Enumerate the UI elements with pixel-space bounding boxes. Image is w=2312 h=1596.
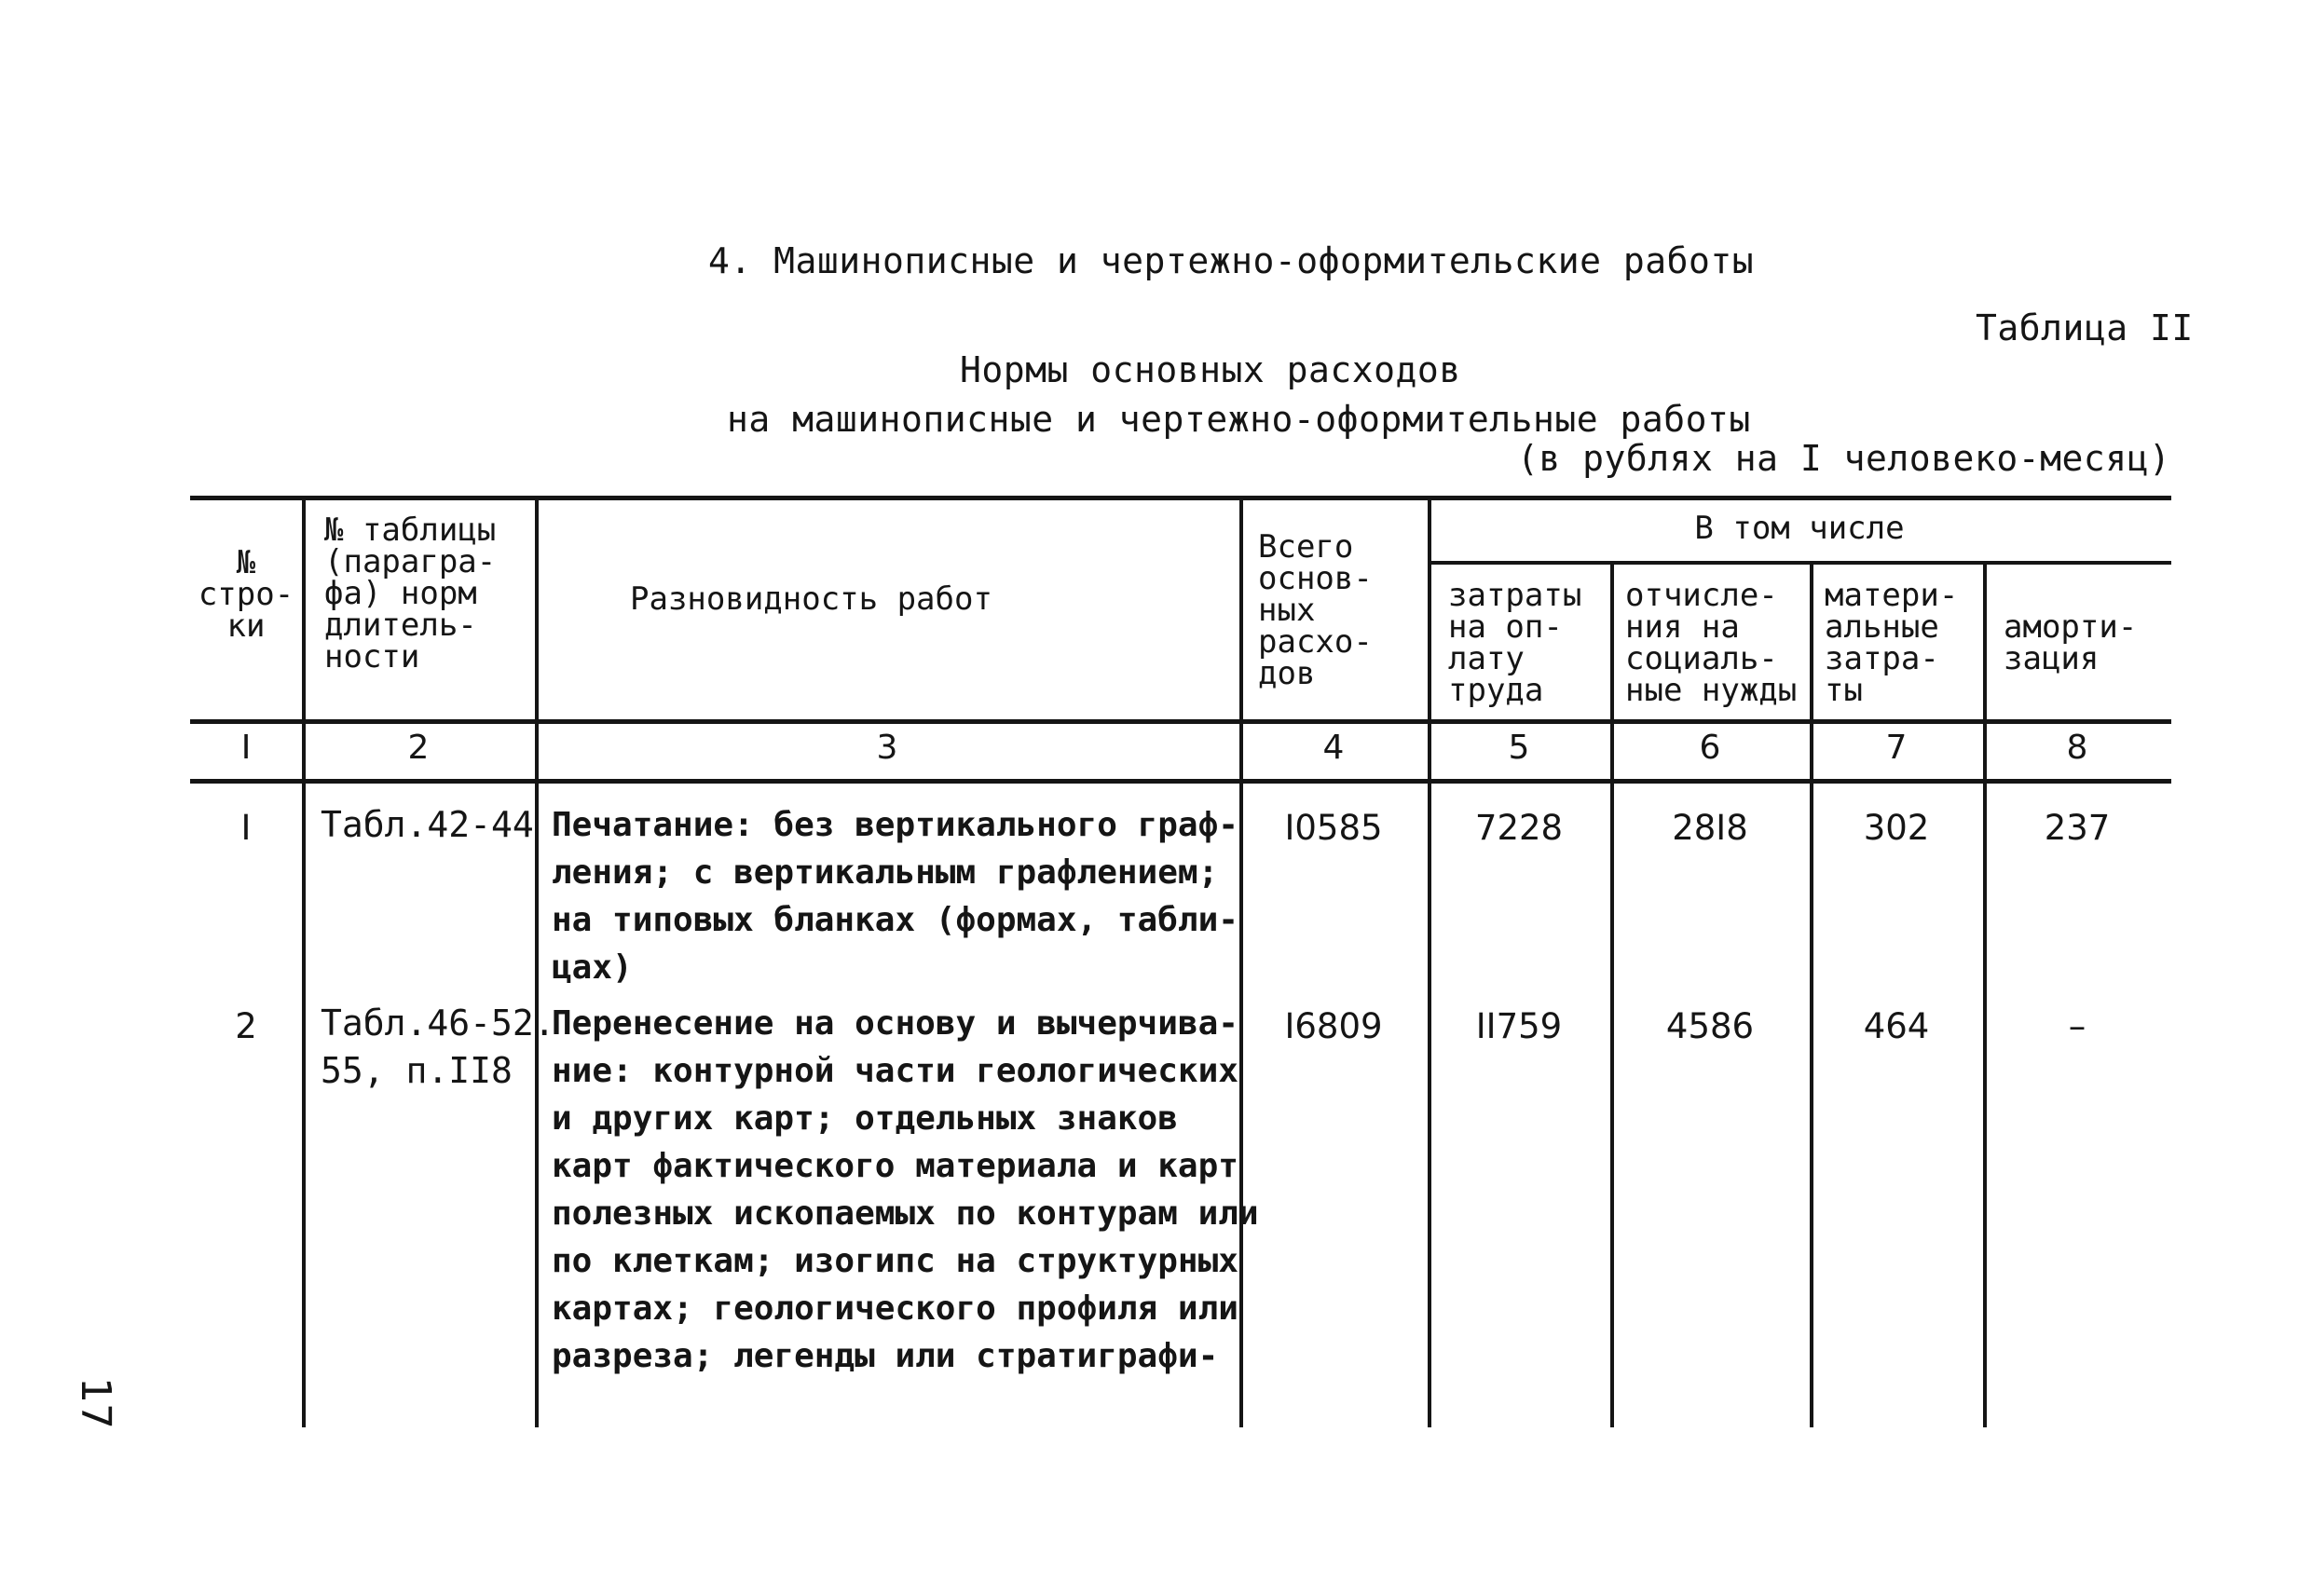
col-divider-5 bbox=[1610, 563, 1614, 1427]
row-1-table-reference: Табл.42-44 bbox=[321, 804, 534, 845]
col-divider-1 bbox=[302, 496, 306, 1427]
column-number-1: I bbox=[240, 729, 252, 767]
group-header-rule bbox=[1428, 561, 2171, 565]
header-social-deductions: отчисле- ния на социаль- ные нужды bbox=[1625, 577, 1798, 709]
row-2-number: 2 bbox=[235, 1006, 257, 1046]
column-number-2: 2 bbox=[407, 729, 430, 767]
table-caption-line2: на машинописные и чертежно-оформительные работы bbox=[727, 399, 1751, 440]
row-1-work-description: Печатание: без вертикального граф- ления; с вертикальным графлением; на типовых бланках (формах, табли- цах) bbox=[552, 806, 1238, 987]
row-2-work-description: Перенесение на основу и вычерчива- ние: контурной части геологических и других карт; отдельных знаков карт фактического материала и карт полезных ископаемых по контурам или по клеткам; изогипс на структурных картах; геологического профиля или разреза; легенды или стратиграфи- bbox=[552, 1004, 1259, 1375]
header-work-type: Разновидность работ bbox=[630, 580, 992, 618]
row-2-depreciation: – bbox=[2068, 1006, 2086, 1046]
header-material-costs: матери- альные затра- ты bbox=[1825, 577, 1959, 709]
header-bottom-rule bbox=[190, 719, 2171, 724]
column-number-8: 8 bbox=[2066, 729, 2088, 767]
col-divider-2 bbox=[535, 496, 539, 1427]
header-depreciation: аморти- зация bbox=[2004, 608, 2138, 677]
row-1-materials: 302 bbox=[1863, 808, 1930, 848]
column-number-5: 5 bbox=[1508, 729, 1530, 767]
col-divider-4 bbox=[1428, 496, 1431, 1427]
section-heading: 4. Машинописные и чертежно-оформительские работы bbox=[708, 240, 1755, 281]
column-number-4: 4 bbox=[1322, 729, 1345, 767]
column-number-7: 7 bbox=[1885, 729, 1908, 767]
header-labor-costs: затраты на оп- лату труда bbox=[1448, 577, 1582, 709]
row-1-labor: 7228 bbox=[1474, 808, 1564, 848]
header-table-reference: № таблицы (парагра- фа) норм длитель- ности bbox=[324, 512, 497, 675]
units-note: (в рублях на I человеко-месяц) bbox=[1517, 438, 2171, 479]
table-caption-line1: Нормы основных расходов bbox=[960, 349, 1461, 390]
table-top-rule bbox=[190, 496, 2171, 500]
norms-table bbox=[190, 496, 2171, 1429]
table-number: Таблица II bbox=[1976, 307, 2194, 348]
row-2-materials: 464 bbox=[1863, 1006, 1930, 1046]
column-number-3: 3 bbox=[876, 729, 898, 767]
row-1-total: I0585 bbox=[1284, 808, 1383, 848]
col-divider-6 bbox=[1810, 563, 1813, 1427]
header-row-number: № стро- ки bbox=[198, 544, 294, 645]
col-divider-7 bbox=[1983, 563, 1987, 1427]
row-1-number: I bbox=[240, 808, 252, 848]
column-numbers-rule bbox=[190, 779, 2171, 784]
row-2-social: 4586 bbox=[1665, 1006, 1755, 1046]
page-number: 17 bbox=[72, 1377, 119, 1429]
column-number-6: 6 bbox=[1699, 729, 1721, 767]
header-including-group: В том числе bbox=[1694, 510, 1905, 547]
row-1-depreciation: 237 bbox=[2044, 808, 2111, 848]
row-1-social: 28I8 bbox=[1672, 808, 1748, 848]
row-2-table-reference: Табл.46-52. 55, п.II8 bbox=[321, 1003, 555, 1091]
row-2-total: I6809 bbox=[1284, 1006, 1383, 1046]
row-2-labor: II759 bbox=[1475, 1006, 1563, 1046]
header-total: Всего основ- ных расхо- дов bbox=[1258, 528, 1373, 692]
